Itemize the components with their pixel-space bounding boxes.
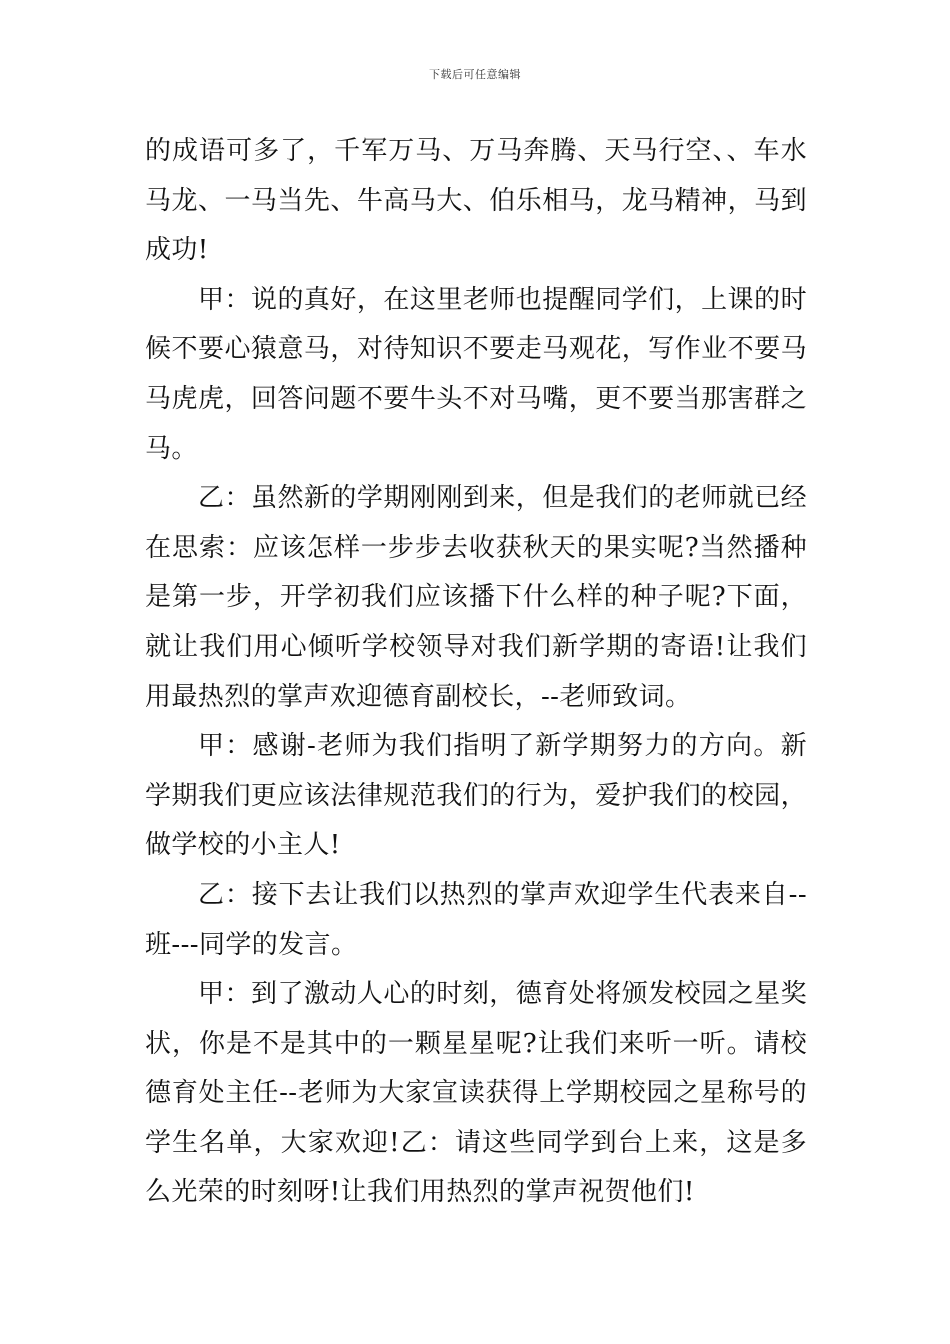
paragraph-jia-reminder: 甲：说的真好，在这里老师也提醒同学们，上课的时候不要心猿意马，对待知识不要走马观花，写作业不要马马虎虎，回答问题不要牛头不对马嘴，更不要当那害群之马。 [145, 284, 807, 464]
paragraph-jia-thanks: 甲：感谢-老师为我们指明了新学期努力的方向。新学期我们更应该法律规范我们的行为，爱护我们的校园，做学校的小主人! [145, 731, 807, 861]
page-header: 下载后可任意编辑 [429, 68, 521, 81]
document-body [145, 127, 807, 1218]
paragraph-idioms: 的成语可多了，千军万马、万马奔腾、天马行空、、车水马龙、一马当先、牛高马大、伯乐相马，龙马精神，马到成功! [145, 136, 807, 266]
paragraph-yi-student-speech: 乙：接下去让我们以热烈的掌声欢迎学生代表来自--班---同学的发言。 [145, 879, 807, 960]
paragraph-yi-new-semester: 乙：虽然新的学期刚刚到来，但是我们的老师就已经在思索：应该怎样一步步去收获秋天的果实呢?当然播种是第一步，开学初我们应该播下什么样的种子呢?下面，就让我们用心倾听学校领导对我们新学期的寄语!让我们用最热烈的掌声欢迎德育副校长，--老师致词。 [145, 483, 807, 712]
paragraph-jia-awards: 甲：到了激动人心的时刻，德育处将颁发校园之星奖状，你是不是其中的一颗星星呢?让我们来听一听。请校德育处主任--老师为大家宣读获得上学期校园之星称号的学生名单，大家欢迎!乙：请这些同学到台上来，这是多么光荣的时刻呀!让我们用热烈的掌声祝贺他们! [145, 979, 807, 1208]
